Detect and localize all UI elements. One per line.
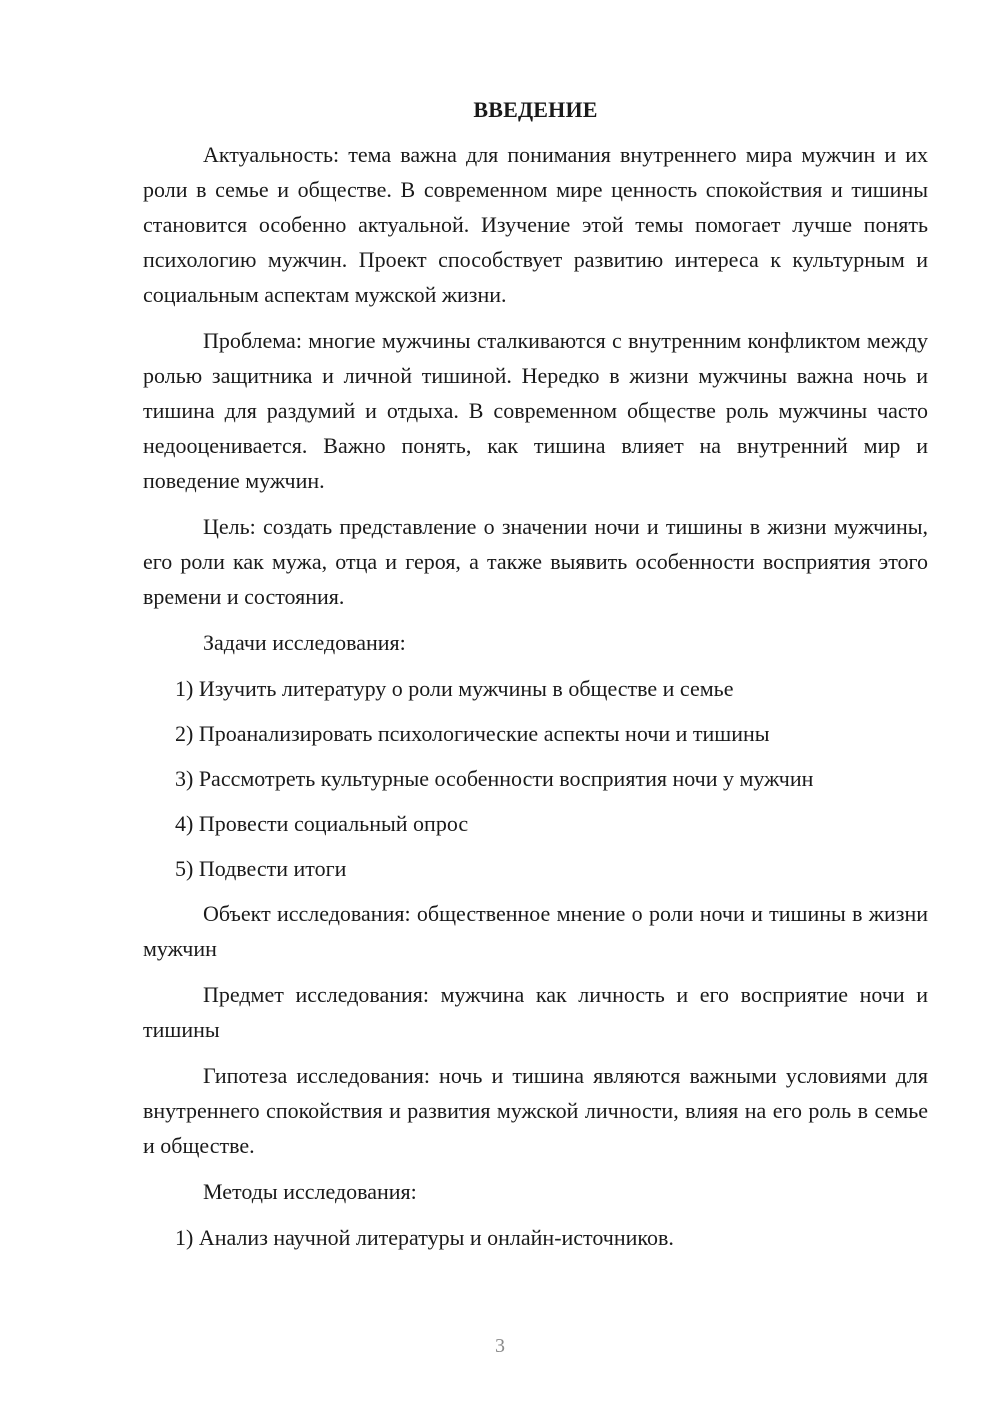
subject-paragraph: Предмет исследования: мужчина как личность и его восприятие ночи и тишины (143, 982, 928, 1042)
object-paragraph: Объект исследования: общественное мнение о роли ночи и тишины в жизни мужчин (143, 901, 928, 961)
task-item: 5) Подвести итоги (175, 856, 347, 881)
tasks-list (143, 671, 928, 886)
methods-heading: Методы исследования: (203, 1179, 417, 1204)
task-item: 3) Рассмотреть культурные особенности восприятия ночи у мужчин (175, 766, 814, 791)
hypothesis-paragraph: Гипотеза исследования: ночь и тишина являются важными условиями для внутреннего спокойствия и развития мужской личности, влияя на его роль в семье и обществе. (143, 1063, 928, 1158)
methods-list (143, 1220, 928, 1255)
tasks-heading: Задачи исследования: (203, 630, 406, 655)
task-item: 1) Изучить литературу о роли мужчины в обществе и семье (175, 676, 734, 701)
page-number: 3 (495, 1335, 505, 1357)
task-item: 4) Провести социальный опрос (175, 811, 469, 836)
problem-paragraph: Проблема: многие мужчины сталкиваются с внутренним конфликтом между ролью защитника и личной тишиной. Нередко в жизни мужчины важна ночь и тишина для раздумий и отдыха. В современном обществе роль мужчины часто недооценивается. Важно понять, как тишина влияет на внутренний мир и поведение мужчин. (143, 328, 928, 493)
document-page (143, 92, 928, 1265)
goal-paragraph: Цель: создать представление о значении ночи и тишины в жизни мужчины, его роли как мужа, отца и героя, а также выявить особенности восприятия этого времени и состояния. (143, 514, 928, 609)
method-item: 1) Анализ научной литературы и онлайн-источников. (175, 1225, 674, 1250)
task-item: 2) Проанализировать психологические аспекты ночи и тишины (175, 721, 770, 746)
relevance-paragraph: Актуальность: тема важна для понимания внутреннего мира мужчин и их роли в семье и обществе. В современном мире ценность спокойствия и тишины становится особенно актуальной. Изучение этой темы помогает лучше понять психологию мужчин. Проект способствует развитию интереса к культурным и социальным аспектам мужской жизни. (143, 142, 928, 307)
section-title: ВВЕДЕНИЕ (473, 97, 598, 122)
